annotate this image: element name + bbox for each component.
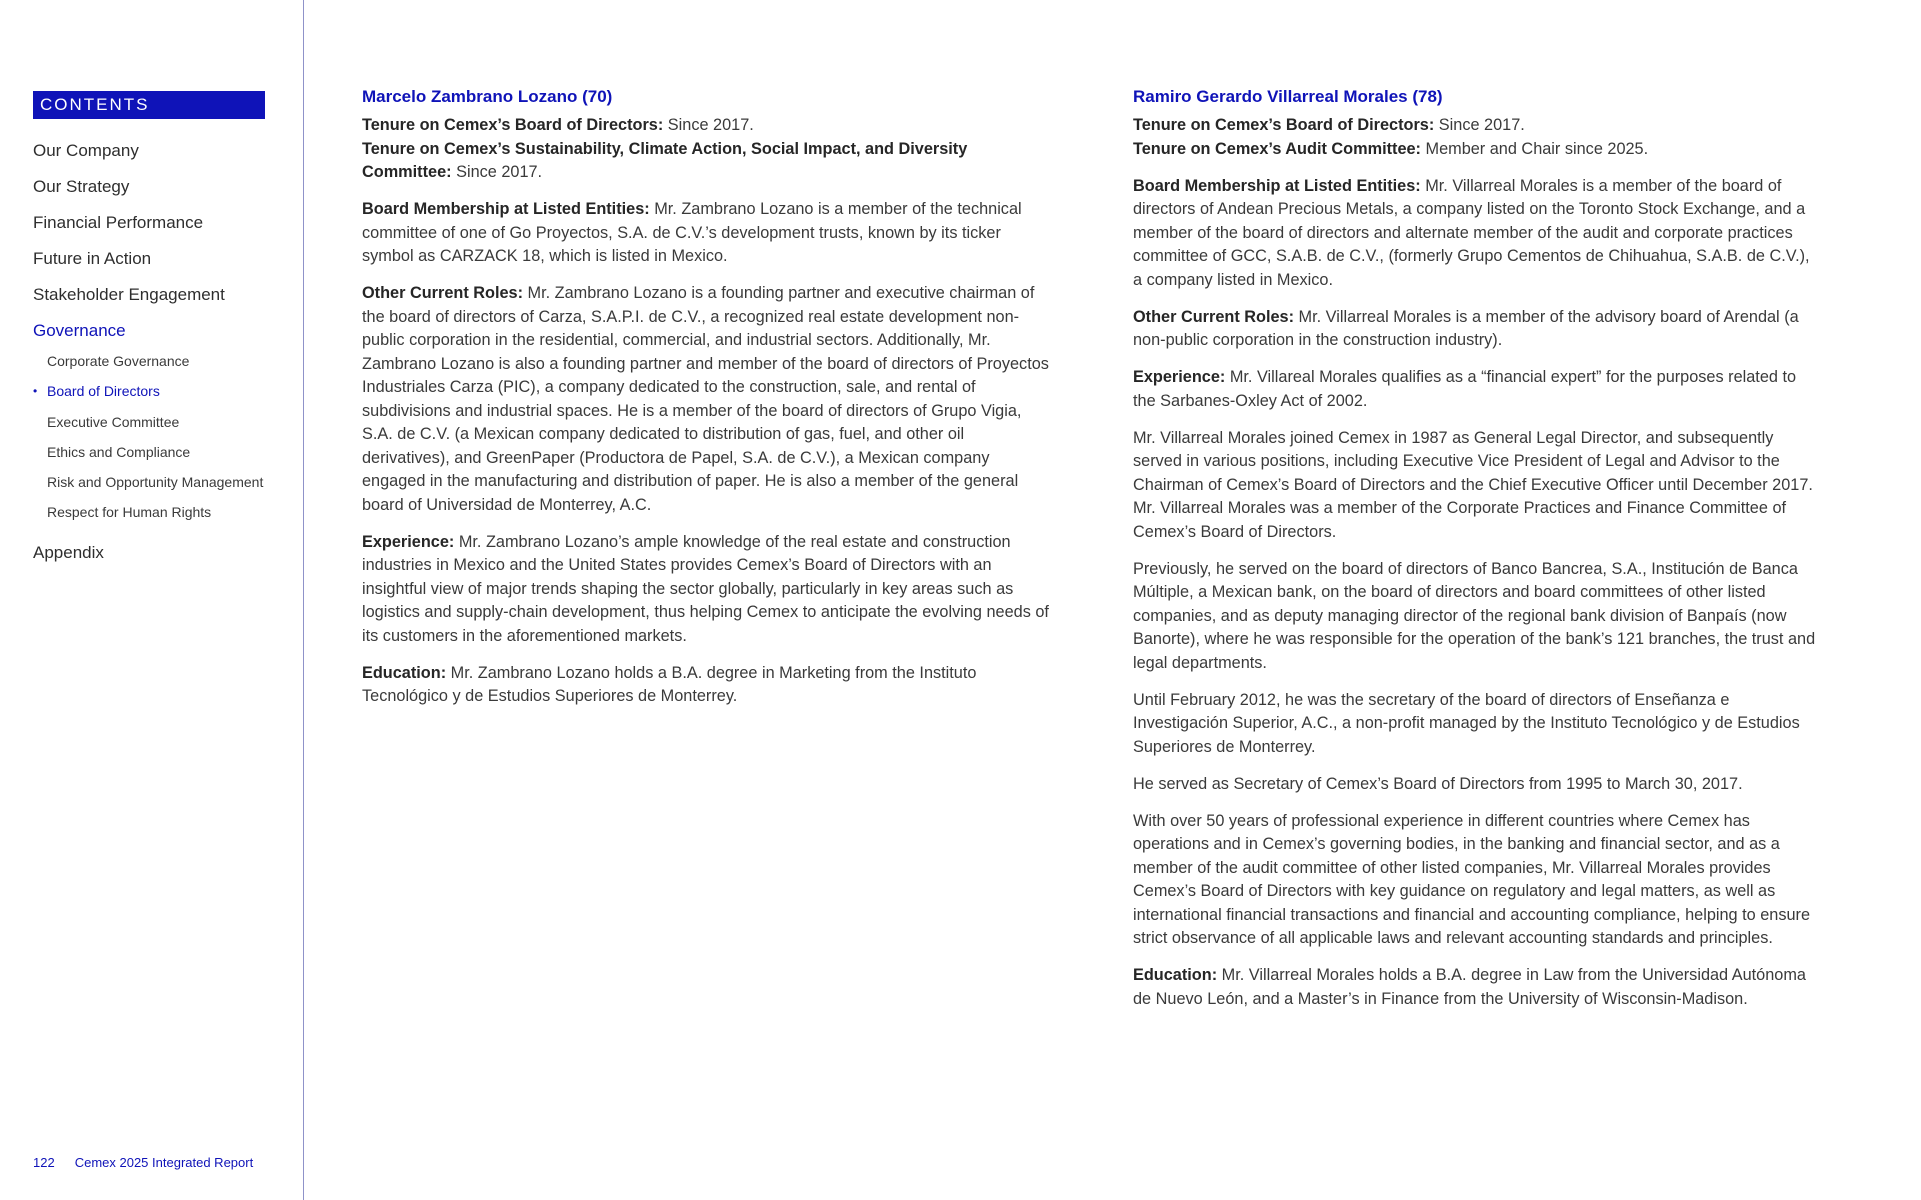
nav-item-future-in-action[interactable]: Future in Action bbox=[33, 249, 152, 268]
director-profile-zambrano bbox=[362, 86, 1052, 722]
nav-item-stakeholder-engagement[interactable]: Stakeholder Engagement bbox=[33, 285, 225, 304]
education-paragraph bbox=[362, 662, 1052, 709]
nav-item-financial-performance[interactable]: Financial Performance bbox=[33, 213, 204, 232]
other-roles-label: Other Current Roles: bbox=[1133, 307, 1295, 326]
page-number: 122 bbox=[33, 1155, 55, 1170]
other-roles-text: Mr. Villarreal Morales is a member of the advisory board of Arendal (a non-public corporation in the construction industry). bbox=[1133, 307, 1799, 349]
other-roles-paragraph bbox=[362, 282, 1052, 517]
nav-subitem-ethics-and-compliance[interactable]: Ethics and Compliance bbox=[47, 443, 191, 460]
board-secretary-paragraph: He served as Secretary of Cemex’s Board of Directors from 1995 to March 30, 2017. bbox=[1133, 774, 1743, 793]
career-paragraph: Mr. Villarreal Morales joined Cemex in 1987 as General Legal Director, and subsequently served in various positions, including Executive Vice President of Legal and Advisor to the Chairman of Cemex’s Board of Directors and the Chief Executive Officer until December 2017. Mr. Villarreal Morales was a member of the Corporate Practices and Finance Committee of Cemex’s Board of Directors. bbox=[1133, 428, 1813, 541]
listed-entities-paragraph bbox=[362, 198, 1052, 269]
listed-entities-label: Board Membership at Listed Entities: bbox=[1133, 176, 1421, 195]
nav-item-appendix[interactable]: Appendix bbox=[33, 542, 104, 562]
sidebar bbox=[0, 0, 304, 1200]
nav-subitem-executive-committee[interactable]: Executive Committee bbox=[47, 413, 180, 430]
education-label: Education: bbox=[1133, 966, 1218, 984]
education-text: Mr. Villarreal Morales holds a B.A. degree in Law from the Universidad Autónoma de Nuevo León, and a Master’s in Finance from the University of Wisconsin-Madison. bbox=[1133, 966, 1806, 1008]
other-roles-label: Other Current Roles: bbox=[362, 284, 524, 302]
director-name: Ramiro Gerardo Villarreal Morales (78) bbox=[1133, 87, 1443, 106]
report-title: Cemex 2025 Integrated Report bbox=[74, 1155, 254, 1170]
nav-subitem-risk-and-opportunity-management[interactable]: Risk and Opportunity Management bbox=[47, 474, 264, 491]
contents-header[interactable]: CONTENTS bbox=[33, 91, 265, 119]
tenure-board-value: Since 2017. bbox=[1434, 116, 1525, 134]
nav-item-our-company[interactable]: Our Company bbox=[33, 141, 139, 160]
experience-label: Experience: bbox=[1133, 368, 1226, 386]
tenure-board-label: Tenure on Cemex’s Board of Directors: bbox=[362, 116, 664, 134]
tenure-audit-label: Tenure on Cemex’s Audit Committee: bbox=[1133, 139, 1421, 158]
governance-subnav bbox=[33, 350, 298, 532]
tenure-board bbox=[362, 114, 1052, 138]
nav-subitem-corporate-governance[interactable]: Corporate Governance bbox=[47, 353, 190, 369]
listed-entities-label: Board Membership at Listed Entities: bbox=[362, 200, 650, 218]
experience-text: Mr. Zambrano Lozano’s ample knowledge of the real estate and construction industries in Mexico and the United States provides Cemex’s Board of Directors with an insightful view of major trends shaping the sector globally, particularly in key areas such as logistics and supply-chain development, thus helping Cemex to anticipate the evolving needs of its customers in the aforementioned markets. bbox=[362, 532, 1049, 645]
education-label: Education: bbox=[362, 663, 447, 682]
nav-item-our-strategy[interactable]: Our Strategy bbox=[33, 177, 130, 196]
other-roles-paragraph bbox=[1133, 306, 1823, 353]
education-text: Mr. Zambrano Lozano holds a B.A. degree in Marketing from the Instituto Tecnológico y de Estudios Superiores de Monterrey. bbox=[362, 663, 977, 705]
tenure-audit-value: Member and Chair since 2025. bbox=[1420, 139, 1649, 158]
experience-summary-paragraph: With over 50 years of professional experience in different countries where Cemex has operations and in Cemex’s governing bodies, in the banking and financial sector, and as a member of the audit committee of other listed companies, Mr. Villarreal Morales provides Cemex’s Board of Directors with key guidance on regulatory and legal matters, as well as international financial transactions and financial and accounting compliance, helping to ensure strict observance of all applicable laws and relevant accounting standards and principles. bbox=[1133, 811, 1811, 947]
education-paragraph bbox=[1133, 964, 1823, 1011]
nav-subitem-respect-for-human-rights[interactable]: Respect for Human Rights bbox=[47, 504, 212, 521]
tenure-board bbox=[1133, 114, 1823, 138]
other-roles-text: Mr. Zambrano Lozano is a founding partner and executive chairman of the board of directors of Carza, S.A.P.I. de C.V., a recognized real estate development non-public corporation in the residential, commercial, and industrial sectors. Additionally, Mr. Zambrano Lozano is also a founding partner and member of the board of directors of Proyectos Industriales Carza (PIC), a company dedicated to the construction, sale, and rental of subdivisions and industrial spaces. He is a member of the board of directors of Grupo Vigia, S.A. de C.V. (a Mexican company dedicated to distribution of gas, fuel, and other oil derivatives), and GreenPaper (Productora de Papel, S.A. de C.V.), a Mexican company engaged in the manufacturing and distribution of paper. He is also a member of the general board of Universidad de Monterrey, A.C. bbox=[362, 284, 1049, 514]
tenure-committee bbox=[362, 138, 1052, 185]
nav-subitem-board-of-directors[interactable]: • Board of Directors bbox=[33, 380, 298, 410]
secretary-paragraph: Until February 2012, he was the secretary of the board of directors of Enseñanza e Investigación Superior, A.C., a non-profit managed by the Instituto Tecnológico y de Estudios Superiores de Monterrey. bbox=[1133, 690, 1800, 756]
listed-entities-text: Mr. Zambrano Lozano is a member of the technical committee of one of Go Proyectos, S.A. de C.V.’s development trusts, known by its ticker symbol as CARZACK 18, which is listed in Mexico. bbox=[362, 200, 1022, 265]
experience-paragraph bbox=[362, 531, 1052, 649]
listed-entities-text: Mr. Villarreal Morales is a member of the board of directors of Andean Precious Metals, a company listed on the Toronto Stock Exchange, and a member of the board of directors and alternate member of the audit and corporate practices committee of GCC, S.A.B. de C.V., (formerly Grupo Cementos de Chihuahua, S.A.B. de C.V.), a company listed in Mexico. bbox=[1133, 176, 1810, 289]
contents-nav bbox=[33, 138, 298, 576]
listed-entities-paragraph bbox=[1133, 175, 1823, 293]
experience-label: Experience: bbox=[362, 532, 455, 551]
experience-text: Mr. Villareal Morales qualifies as a “financial expert” for the purposes related to the Sarbanes-Oxley Act of 2002. bbox=[1133, 368, 1797, 410]
tenure-board-label: Tenure on Cemex’s Board of Directors: bbox=[1133, 116, 1435, 134]
page-footer bbox=[33, 1155, 253, 1170]
experience-paragraph bbox=[1133, 366, 1823, 413]
tenure-committee-label: Tenure on Cemex’s Sustainability, Climate Action, Social Impact, and Diversity Committee: bbox=[362, 139, 968, 181]
prior-roles-paragraph: Previously, he served on the board of directors of Banco Bancrea, S.A., Institución de Banca Múltiple, a Mexican bank, on the board of directors and board committees of other listed companies, and as deputy managing director of the regional bank division of Banpaís (now Banorte), where he was responsible for the operation of the bank’s 121 branches, the trust and legal departments. bbox=[1133, 559, 1816, 672]
tenure-board-value: Since 2017. bbox=[663, 116, 754, 134]
nav-item-governance[interactable]: Governance bbox=[33, 321, 126, 340]
tenure-audit-committee bbox=[1133, 138, 1823, 162]
tenure-committee-value: Since 2017. bbox=[451, 163, 543, 181]
director-profile-villarreal bbox=[1133, 86, 1823, 1025]
director-name: Marcelo Zambrano Lozano (70) bbox=[362, 87, 613, 106]
